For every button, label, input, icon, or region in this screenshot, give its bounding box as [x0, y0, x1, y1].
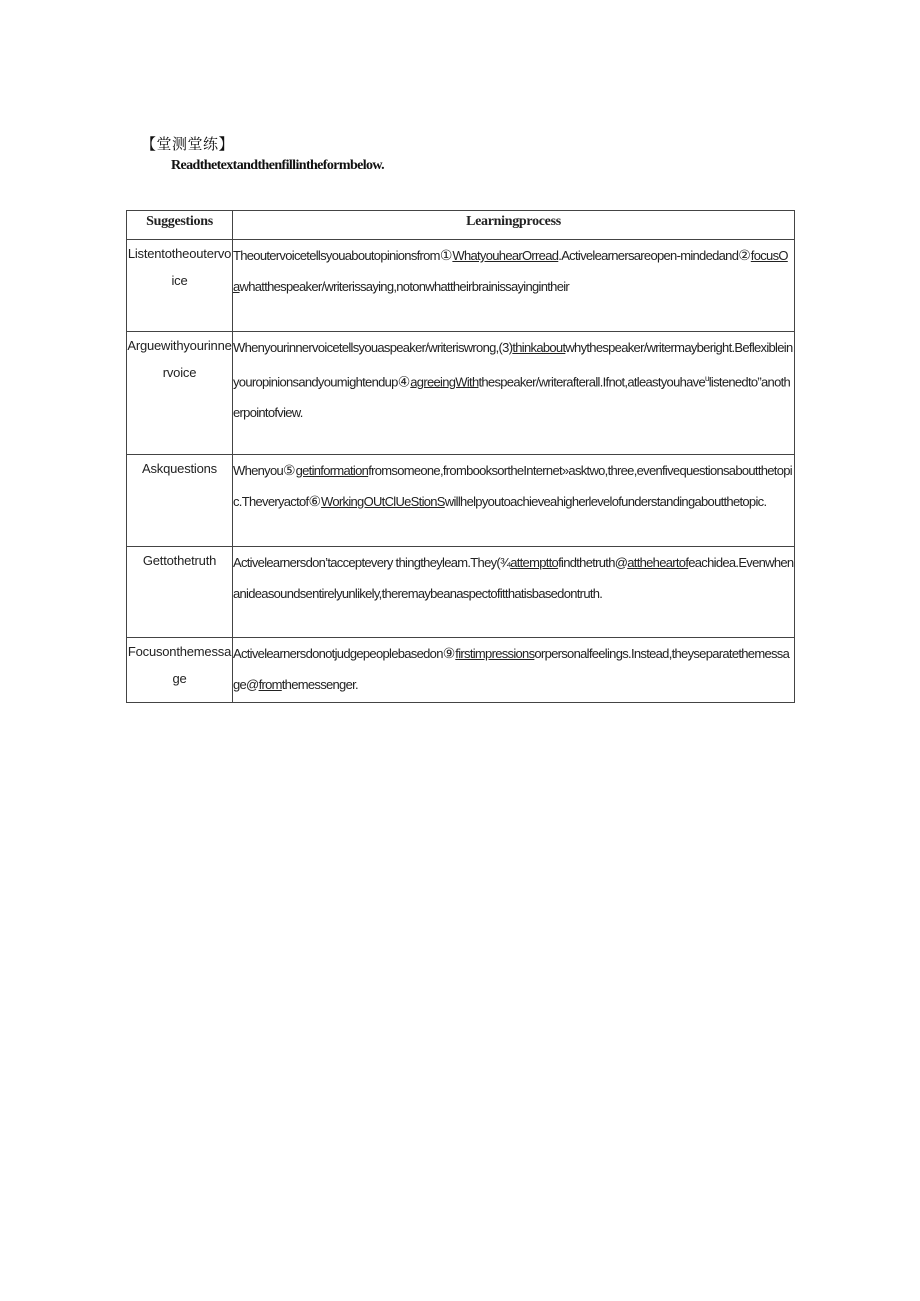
header-suggestions: Suggestions — [127, 211, 233, 240]
answer-blank: firstimpressions — [455, 646, 535, 661]
blank-number: ② — [738, 247, 751, 263]
suggestion-cell: Gettothetruth — [127, 547, 233, 638]
table-row — [127, 547, 795, 638]
answer-blank: attemptto — [510, 555, 559, 570]
process-text: findthetruth@ — [558, 555, 628, 570]
learning-form-table — [126, 210, 795, 703]
table-header-row — [127, 211, 795, 240]
blank-number: ⑤ — [283, 462, 296, 478]
answer-blank: from — [258, 677, 282, 692]
blank-number: ① — [439, 247, 453, 263]
answer-blank: thinkabout — [512, 340, 566, 355]
answer-blank: attheheartof — [627, 555, 689, 570]
answer-blank: WorkingOUtClUeStionS — [321, 494, 445, 509]
process-text: whatthespeaker/writerissaying,notonwhattheirbrainissayingintheir — [239, 279, 570, 294]
process-cell — [233, 547, 795, 638]
suggestion-cell: Focusonthemessage — [127, 638, 233, 703]
process-text: Whenyourinnervoicetellsyouaspeaker/writeriswrong,(3) — [233, 340, 513, 355]
process-cell — [233, 332, 795, 455]
process-text: themessenger. — [281, 677, 358, 692]
table-row — [127, 455, 795, 547]
process-text: Activelearnersdon’tacceptevery thingtheyleam.They(¾ — [233, 555, 511, 570]
table-row — [127, 240, 795, 332]
process-text: Whenyou — [233, 463, 284, 478]
instruction-text: Readthetextandthenfillintheformbelow. — [171, 158, 385, 173]
process-text: listenedto”anotherpointofview. — [233, 374, 791, 421]
blank-number: ⑨ — [442, 645, 456, 661]
process-text: .Activelearnersareopen-mindedand — [558, 248, 739, 263]
header-learning-process: Learningprocess — [233, 211, 795, 240]
process-text: fromsomeone,frombooksortheInternet»asktwo,three,evenfivequestionsaboutthetopic.Theveryactof — [233, 463, 792, 509]
blank-number: ④ — [397, 373, 411, 390]
superscript-mark: u — [704, 374, 709, 383]
process-text: Activelearnersdonotjudgepeoplebasedon — [233, 646, 443, 661]
section-heading: 【堂测堂练】 — [141, 135, 235, 153]
answer-blank: focusOa — [233, 248, 788, 294]
table-row — [127, 332, 795, 455]
answer-blank: getinformation — [295, 463, 369, 478]
blank-number: ⑥ — [308, 493, 322, 509]
answer-blank: agreeingWith — [410, 374, 479, 390]
process-text: whythespeaker/writermayberight.Beflexibleinyouropinionsandyoumightendup — [233, 340, 793, 390]
suggestion-cell: Arguewithyourinnervoice — [127, 332, 233, 455]
suggestion-cell: Listentotheoutervoice — [127, 240, 233, 332]
process-cell — [233, 455, 795, 547]
process-text: eachidea.Evenwhenanideasoundsentirelyunlikely,theremaybeanaspectofitthatisbasedontruth. — [233, 555, 794, 601]
table-row — [127, 638, 795, 703]
process-text: Theoutervoicetellsyouaboutopinionsfrom — [233, 248, 440, 263]
process-text: orpersonalfeelings.Instead,theyseparatethemessage@ — [233, 646, 790, 692]
suggestion-cell: Askquestions — [127, 455, 233, 547]
answer-blank: WhatyouhearOrread — [452, 248, 559, 263]
process-text: willhelpyoutoachieveahigherlevelofunderstandingaboutthetopic. — [444, 494, 767, 509]
process-cell — [233, 638, 795, 703]
process-text: thespeaker/writerafterall.Ifnot,atleastyouhave — [478, 374, 705, 390]
process-cell — [233, 240, 795, 332]
